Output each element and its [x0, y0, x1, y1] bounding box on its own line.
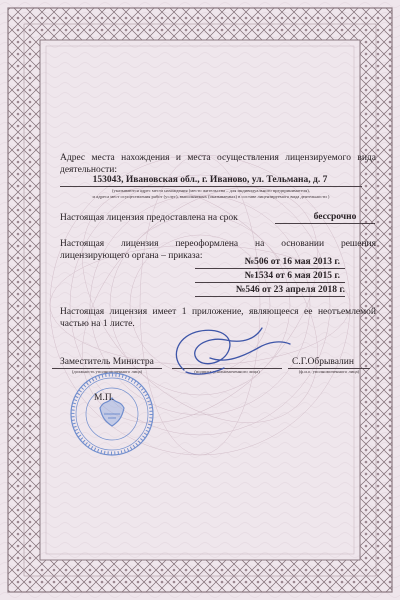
- signatory-name: С.Г.Обрывалин: [292, 357, 354, 367]
- order-2-underline: [195, 282, 345, 283]
- order-1-underline: [195, 268, 345, 269]
- appendix-line2: частью на 1 листе.: [60, 319, 135, 329]
- order-3-underline: [195, 296, 345, 297]
- term-label: Настоящая лицензия предоставлена на срок: [60, 213, 238, 223]
- seal-label: М.П.: [94, 393, 115, 403]
- reissue-text-line1: Настоящая лицензия переоформлена на основании решения: [60, 239, 376, 249]
- address-value: 153043, Ивановская обл., г. Иваново, ул. Тельмана, д. 7: [92, 175, 328, 185]
- address-note-line1: (указываются адрес места нахождения (место жительства – для индивидуального предпринимателя),: [112, 188, 310, 193]
- appendix-line1: Настоящая лицензия имеет 1 приложение, являющееся ее неотъемлемой: [60, 307, 376, 317]
- official-seal: [68, 370, 156, 458]
- signature-caption: (подпись уполномоченного лица): [194, 369, 260, 374]
- address-heading: Адрес места нахождения и места осуществления лицензируемого вида деятельности:: [60, 153, 376, 175]
- reissue-order-2: №1534 от 6 мая 2015 г.: [244, 271, 340, 281]
- name-caption: (ф.и.о. уполномоченного лица): [298, 369, 360, 374]
- handwritten-signature: [166, 318, 296, 388]
- reissue-text-line2: лицензирующего органа – приказа:: [60, 251, 203, 261]
- signatory-position: Заместитель Министра: [60, 357, 154, 367]
- position-caption: (должность уполномоченного лица): [71, 369, 143, 374]
- reissue-order-3: №546 от 23 апреля 2018 г.: [235, 285, 345, 295]
- address-underline: [60, 186, 362, 187]
- address-note-line2: и адреса мест осуществления работ (услуг), выполняемых (оказываемых) в составе лицензируемого вида деятельности ): [92, 194, 330, 199]
- term-underline: [275, 223, 375, 224]
- reissue-order-1: №506 от 16 мая 2013 г.: [244, 257, 340, 267]
- term-value: бессрочно: [313, 212, 357, 222]
